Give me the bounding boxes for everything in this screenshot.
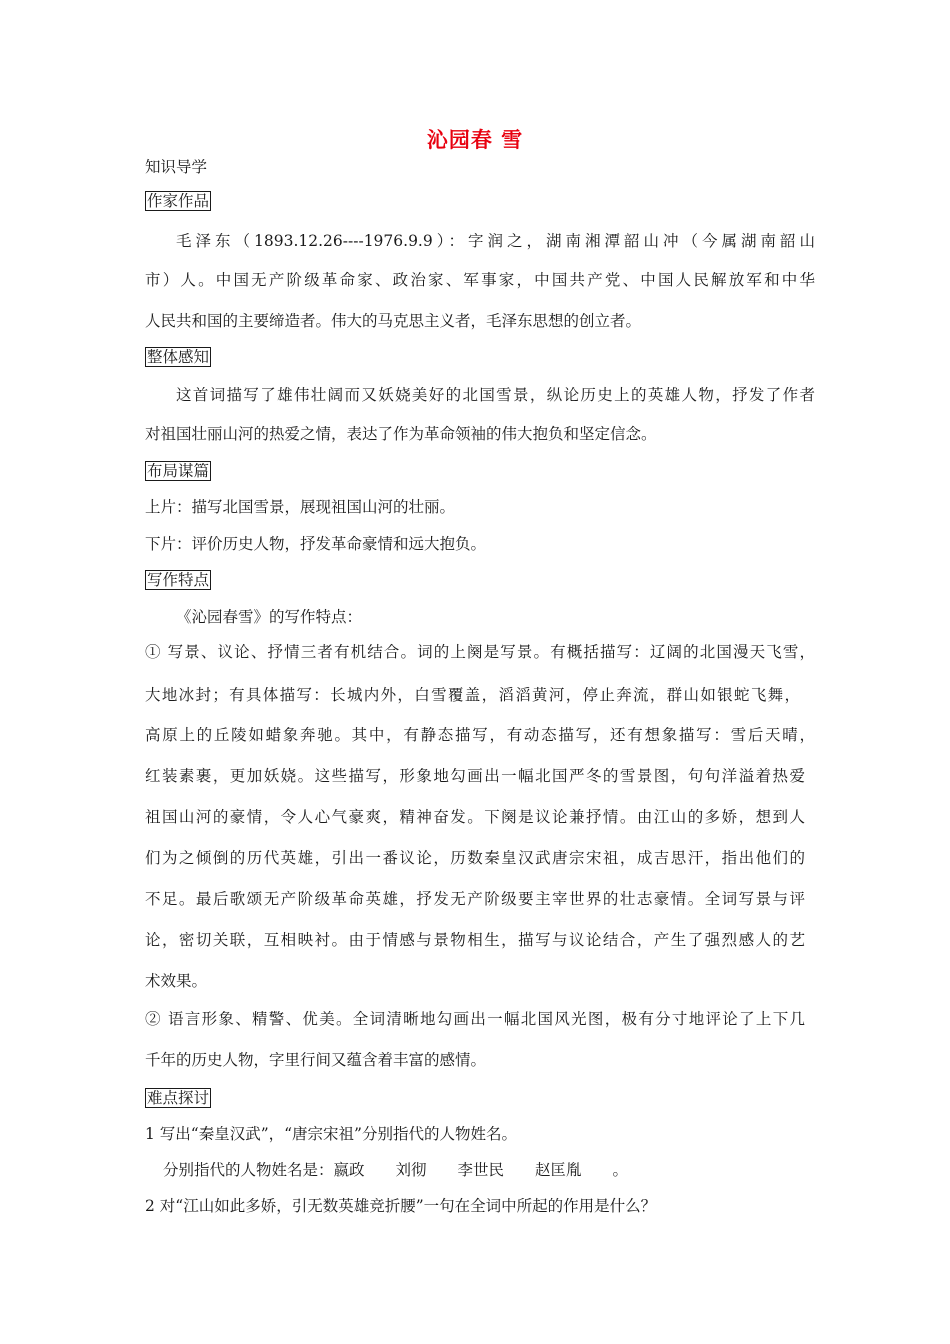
structure-line-1: 上片：描写北国雪景，展现祖国山河的壮丽。 bbox=[145, 498, 456, 516]
author-line-1: 毛泽东（1893.12.26----1976.9.9）：字润之，湖南湘潭韶山冲（今属湖南韶山 bbox=[176, 232, 815, 250]
author-line-3: 人民共和国的主要缔造者。伟大的马克思主义者，毛泽东思想的创立者。 bbox=[145, 312, 642, 330]
section-intro: 知识导学 bbox=[145, 158, 208, 176]
heading-difficult-label: 难点探讨 bbox=[147, 1089, 210, 1107]
feature1-line-6: 们为之倾倒的历代英雄，引出一番议论，历数秦皇汉武唐宗宋祖，成吉思汗，指出他们的 bbox=[145, 849, 805, 867]
difficult-answer-1: 分别指代的人物姓名是：嬴政 刘彻 李世民 赵匡胤 。 bbox=[163, 1161, 629, 1179]
document-title: 沁园春 雪 bbox=[426, 127, 524, 152]
feature2-line-1: ② 语言形象、精警、优美。全词清晰地勾画出一幅北国风光图，极有分寸地评论了上下几 bbox=[145, 1010, 805, 1028]
feature1-line-3: 高原上的丘陵如蜡象奔驰。其中，有静态描写，有动态描写，还有想象描写：雪后天晴， bbox=[145, 726, 815, 744]
overview-line-1: 这首词描写了雄伟壮阔而又妖娆美好的北国雪景，纵论历史上的英雄人物，抒发了作者 bbox=[176, 386, 815, 404]
feature1-line-8: 论，密切关联，互相映衬。由于情感与景物相生，描写与议论结合，产生了强烈感人的艺 bbox=[145, 931, 805, 949]
feature1-line-7: 不足。最后歌颂无产阶级革命英雄，抒发无产阶级要主宰世界的壮志豪情。全词写景与评 bbox=[145, 890, 805, 908]
overview-line-2: 对祖国壮丽山河的热爱之情，表达了作为革命领袖的伟大抱负和坚定信念。 bbox=[145, 425, 657, 443]
heading-features-label: 写作特点 bbox=[147, 571, 210, 589]
feature1-line-9: 术效果。 bbox=[145, 972, 208, 990]
difficult-question-2: 2 对“江山如此多娇，引无数英雄竞折腰”一句在全词中所起的作用是什么？ bbox=[145, 1197, 657, 1215]
heading-features bbox=[145, 569, 815, 591]
feature1-line-2: 大地冰封；有具体描写：长城内外，白雪覆盖，滔滔黄河，停止奔流，群山如银蛇飞舞， bbox=[145, 686, 800, 704]
heading-overview-label: 整体感知 bbox=[147, 348, 210, 366]
heading-author-label: 作家作品 bbox=[147, 192, 210, 210]
feature2-line-2: 千年的历史人物，字里行间又蕴含着丰富的感情。 bbox=[145, 1051, 487, 1069]
feature1-line-4: 红装素裹，更加妖娆。这些描写，形象地勾画出一幅北国严冬的雪景图，句句洋溢着热爱 bbox=[145, 767, 805, 785]
feature1-line-5: 祖国山河的豪情，令人心气豪爽，精神奋发。下阕是议论兼抒情。由江山的多娇，想到人 bbox=[145, 808, 805, 826]
difficult-question-1: 1 写出“秦皇汉武”，“唐宗宋祖”分别指代的人物姓名。 bbox=[145, 1125, 517, 1143]
heading-author bbox=[145, 190, 815, 212]
heading-structure-label: 布局谋篇 bbox=[147, 462, 210, 480]
heading-difficult bbox=[145, 1087, 815, 1109]
heading-structure bbox=[145, 460, 815, 482]
feature1-line-1: ① 写景、议论、抒情三者有机结合。词的上阕是写景。有概括描写：辽阔的北国漫天飞雪， bbox=[145, 643, 815, 661]
features-intro: 《沁园春雪》的写作特点： bbox=[176, 608, 363, 626]
heading-overview bbox=[145, 346, 815, 368]
structure-line-2: 下片：评价历史人物，抒发革命豪情和远大抱负。 bbox=[145, 535, 487, 553]
author-line-2: 市）人。中国无产阶级革命家、政治家、军事家，中国共产党、中国人民解放军和中华 bbox=[145, 271, 815, 289]
